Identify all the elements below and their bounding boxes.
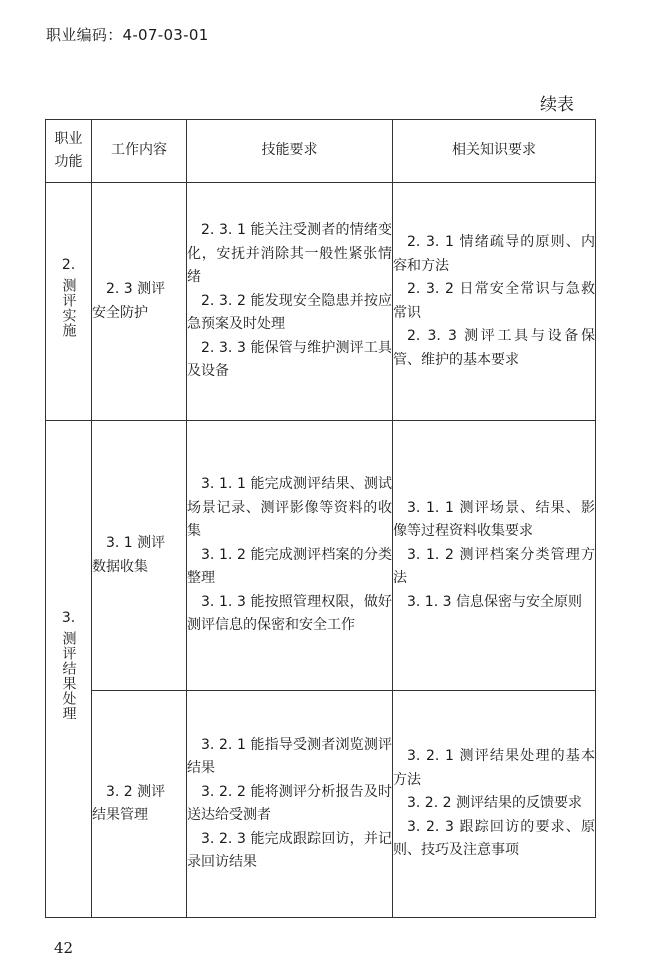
work-content-line: 数据收集 — [92, 558, 148, 575]
skill-cell — [187, 421, 393, 691]
work-content-line: 结果管理 — [92, 807, 148, 823]
knowledge-item: 3. 1. 2 测评档案分类管理方法 — [393, 546, 595, 587]
continued-label: 续表 — [540, 95, 574, 115]
knowledge-item: 3. 2. 3 跟踪回访的要求、原则、技巧及注意事项 — [393, 818, 595, 859]
skill-item: 3. 2. 3 能完成跟踪回访，并记录回访结果 — [187, 830, 392, 870]
skill-item: 3. 2. 2 能将测评分析报告及时送达给受测者 — [187, 783, 392, 823]
skill-item: 2. 3. 3 能保管与维护测评工具及设备 — [187, 339, 392, 380]
knowledge-cell — [393, 183, 596, 421]
table-row — [46, 421, 596, 691]
col-header-skill: 技能要求 — [187, 120, 393, 183]
knowledge-item: 2. 3. 1 情绪疏导的原则、内容和方法 — [393, 234, 595, 274]
knowledge-item: 3. 2. 2 测评结果的反馈要求 — [407, 795, 582, 812]
function-cell-2 — [46, 183, 92, 421]
requirements-table — [45, 119, 596, 918]
skill-item: 3. 1. 1 能完成测评结果、测试场景记录、测评影像等资料的收集 — [187, 476, 392, 540]
work-content-line: 3. 2 测评 — [106, 783, 166, 800]
col-header-work-content: 工作内容 — [92, 120, 187, 183]
skill-item: 3. 2. 1 能指导受测者浏览测评结果 — [187, 736, 392, 776]
work-content-line: 安全防护 — [92, 304, 148, 321]
knowledge-item: 2. 3. 3 测评工具与设备保管、维护的基本要求 — [393, 328, 595, 368]
col-header-knowledge: 相关知识要求 — [393, 120, 596, 183]
work-content-line: 3. 1 测评 — [106, 535, 166, 551]
work-content-cell — [92, 421, 187, 691]
function-name: 测评实施 — [60, 278, 77, 339]
work-content-cell — [92, 691, 187, 918]
skill-item: 3. 1. 3 能按照管理权限，做好测评信息的保密和安全工作 — [187, 593, 392, 634]
table-row — [46, 691, 596, 918]
function-name: 测评结果处理 — [60, 630, 77, 721]
page-number: 42 — [54, 939, 74, 957]
skill-cell — [187, 183, 393, 421]
knowledge-item: 3. 2. 1 测评结果处理的基本方法 — [393, 748, 595, 788]
knowledge-item: 3. 1. 1 测评场景、结果、影像等过程资料收集要求 — [393, 499, 595, 540]
knowledge-cell — [393, 421, 596, 691]
skill-cell — [187, 691, 393, 918]
knowledge-item: 2. 3. 2 日常安全常识与急救常识 — [393, 281, 595, 321]
knowledge-cell — [393, 691, 596, 918]
knowledge-item: 3. 1. 3 信息保密与安全原则 — [407, 593, 582, 610]
occupation-code: 职业编码：4-07-03-01 — [46, 26, 209, 44]
work-content-cell — [92, 183, 187, 421]
skill-item: 3. 1. 2 能完成测评档案的分类整理 — [187, 546, 392, 587]
skill-item: 2. 3. 2 能发现安全隐患并按应急预案及时处理 — [187, 292, 392, 333]
skill-item: 2. 3. 1 能关注受测者的情绪变化，安抚并消除其一般性紧张情绪 — [187, 222, 392, 286]
table-row — [46, 183, 596, 421]
function-number: 3. — [61, 609, 76, 626]
function-number: 2. — [61, 257, 76, 274]
function-cell-3 — [46, 421, 92, 918]
table-header-row — [46, 120, 596, 183]
work-content-line: 2. 3 测评 — [106, 281, 166, 297]
col-header-function-text: 职业功能 — [54, 130, 83, 170]
col-header-function — [46, 120, 92, 183]
